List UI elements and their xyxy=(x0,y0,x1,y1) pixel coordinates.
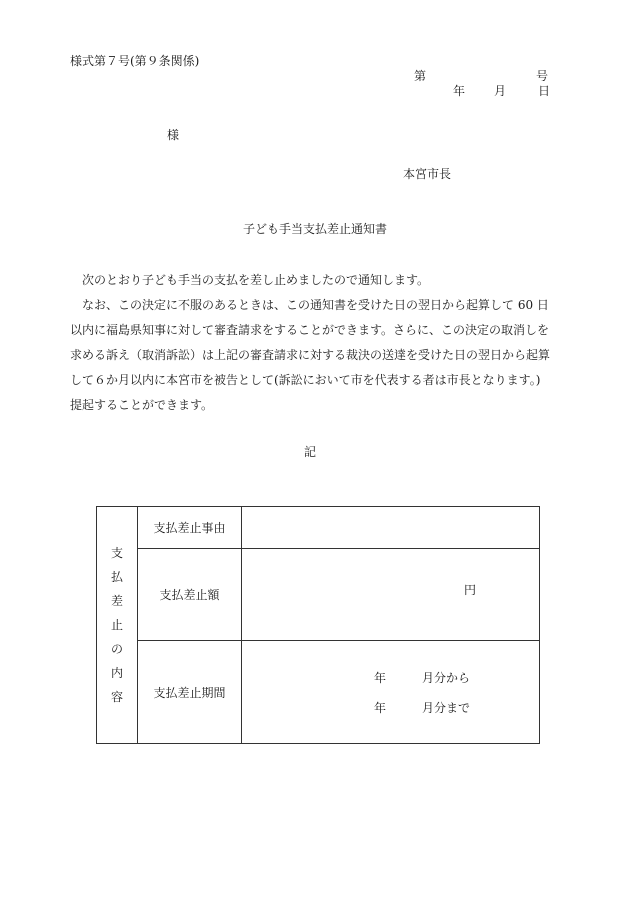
addressee-suffix: 様 xyxy=(167,128,180,142)
body-line: 提起することができます。 xyxy=(70,398,214,412)
period-to-month: 月分まで xyxy=(422,701,471,715)
date-month-label: 月 xyxy=(494,84,507,98)
form-number: 様式第７号(第９条関係) xyxy=(70,54,200,68)
vertical-header-char: の xyxy=(110,642,123,656)
body-line: 以内に福島県知事に対して審査請求をすることができます。さらに、この決定の取消しを xyxy=(70,323,550,337)
document-number-suffix: 号 xyxy=(536,69,549,83)
period-from-month: 月分から xyxy=(422,671,471,685)
body-line: 次のとおり子ども手当の支払を差し止めましたので通知します。 xyxy=(82,273,430,287)
period-to-year: 年 xyxy=(374,701,387,715)
vertical-header-char: 差 xyxy=(110,594,123,608)
amount-label: 支払差止額 xyxy=(138,549,242,641)
body-line: 求める訴え（取消訴訟）は上記の審査請求に対する裁決の送達を受けた日の翌日から起算 xyxy=(70,348,551,362)
vertical-header-char: 容 xyxy=(110,690,123,704)
document-number-prefix: 第 xyxy=(414,69,427,83)
document-title: 子ども手当支払差止通知書 xyxy=(242,222,387,236)
body-line: なお、この決定に不服のあるときは、この通知書を受けた日の翌日から起算して 60 日 xyxy=(82,298,549,312)
date-day-label: 日 xyxy=(538,84,551,98)
vertical-header-char: 支 xyxy=(110,546,123,560)
period-from-year: 年 xyxy=(374,671,387,685)
vertical-header-char: 払 xyxy=(110,570,123,584)
notice-body xyxy=(70,268,550,418)
reason-label: 支払差止事由 xyxy=(138,507,242,549)
ki-marker: 記 xyxy=(304,445,317,459)
vertical-header-char: 内 xyxy=(110,666,123,680)
vertical-header-char: 止 xyxy=(110,618,123,632)
period-label: 支払差止期間 xyxy=(138,641,242,744)
date-year-label: 年 xyxy=(453,84,466,98)
reason-field[interactable] xyxy=(242,507,540,549)
yen-unit: 円 xyxy=(464,583,477,597)
vertical-header xyxy=(97,507,138,744)
period-field[interactable] xyxy=(242,641,540,744)
amount-field[interactable] xyxy=(242,549,540,641)
body-line: して６か月以内に本宮市を被告として(訴訟において市を代表する者は市長となります。) xyxy=(70,373,541,387)
suspension-details-table xyxy=(96,506,540,744)
issuer-name: 本宮市長 xyxy=(403,167,452,181)
